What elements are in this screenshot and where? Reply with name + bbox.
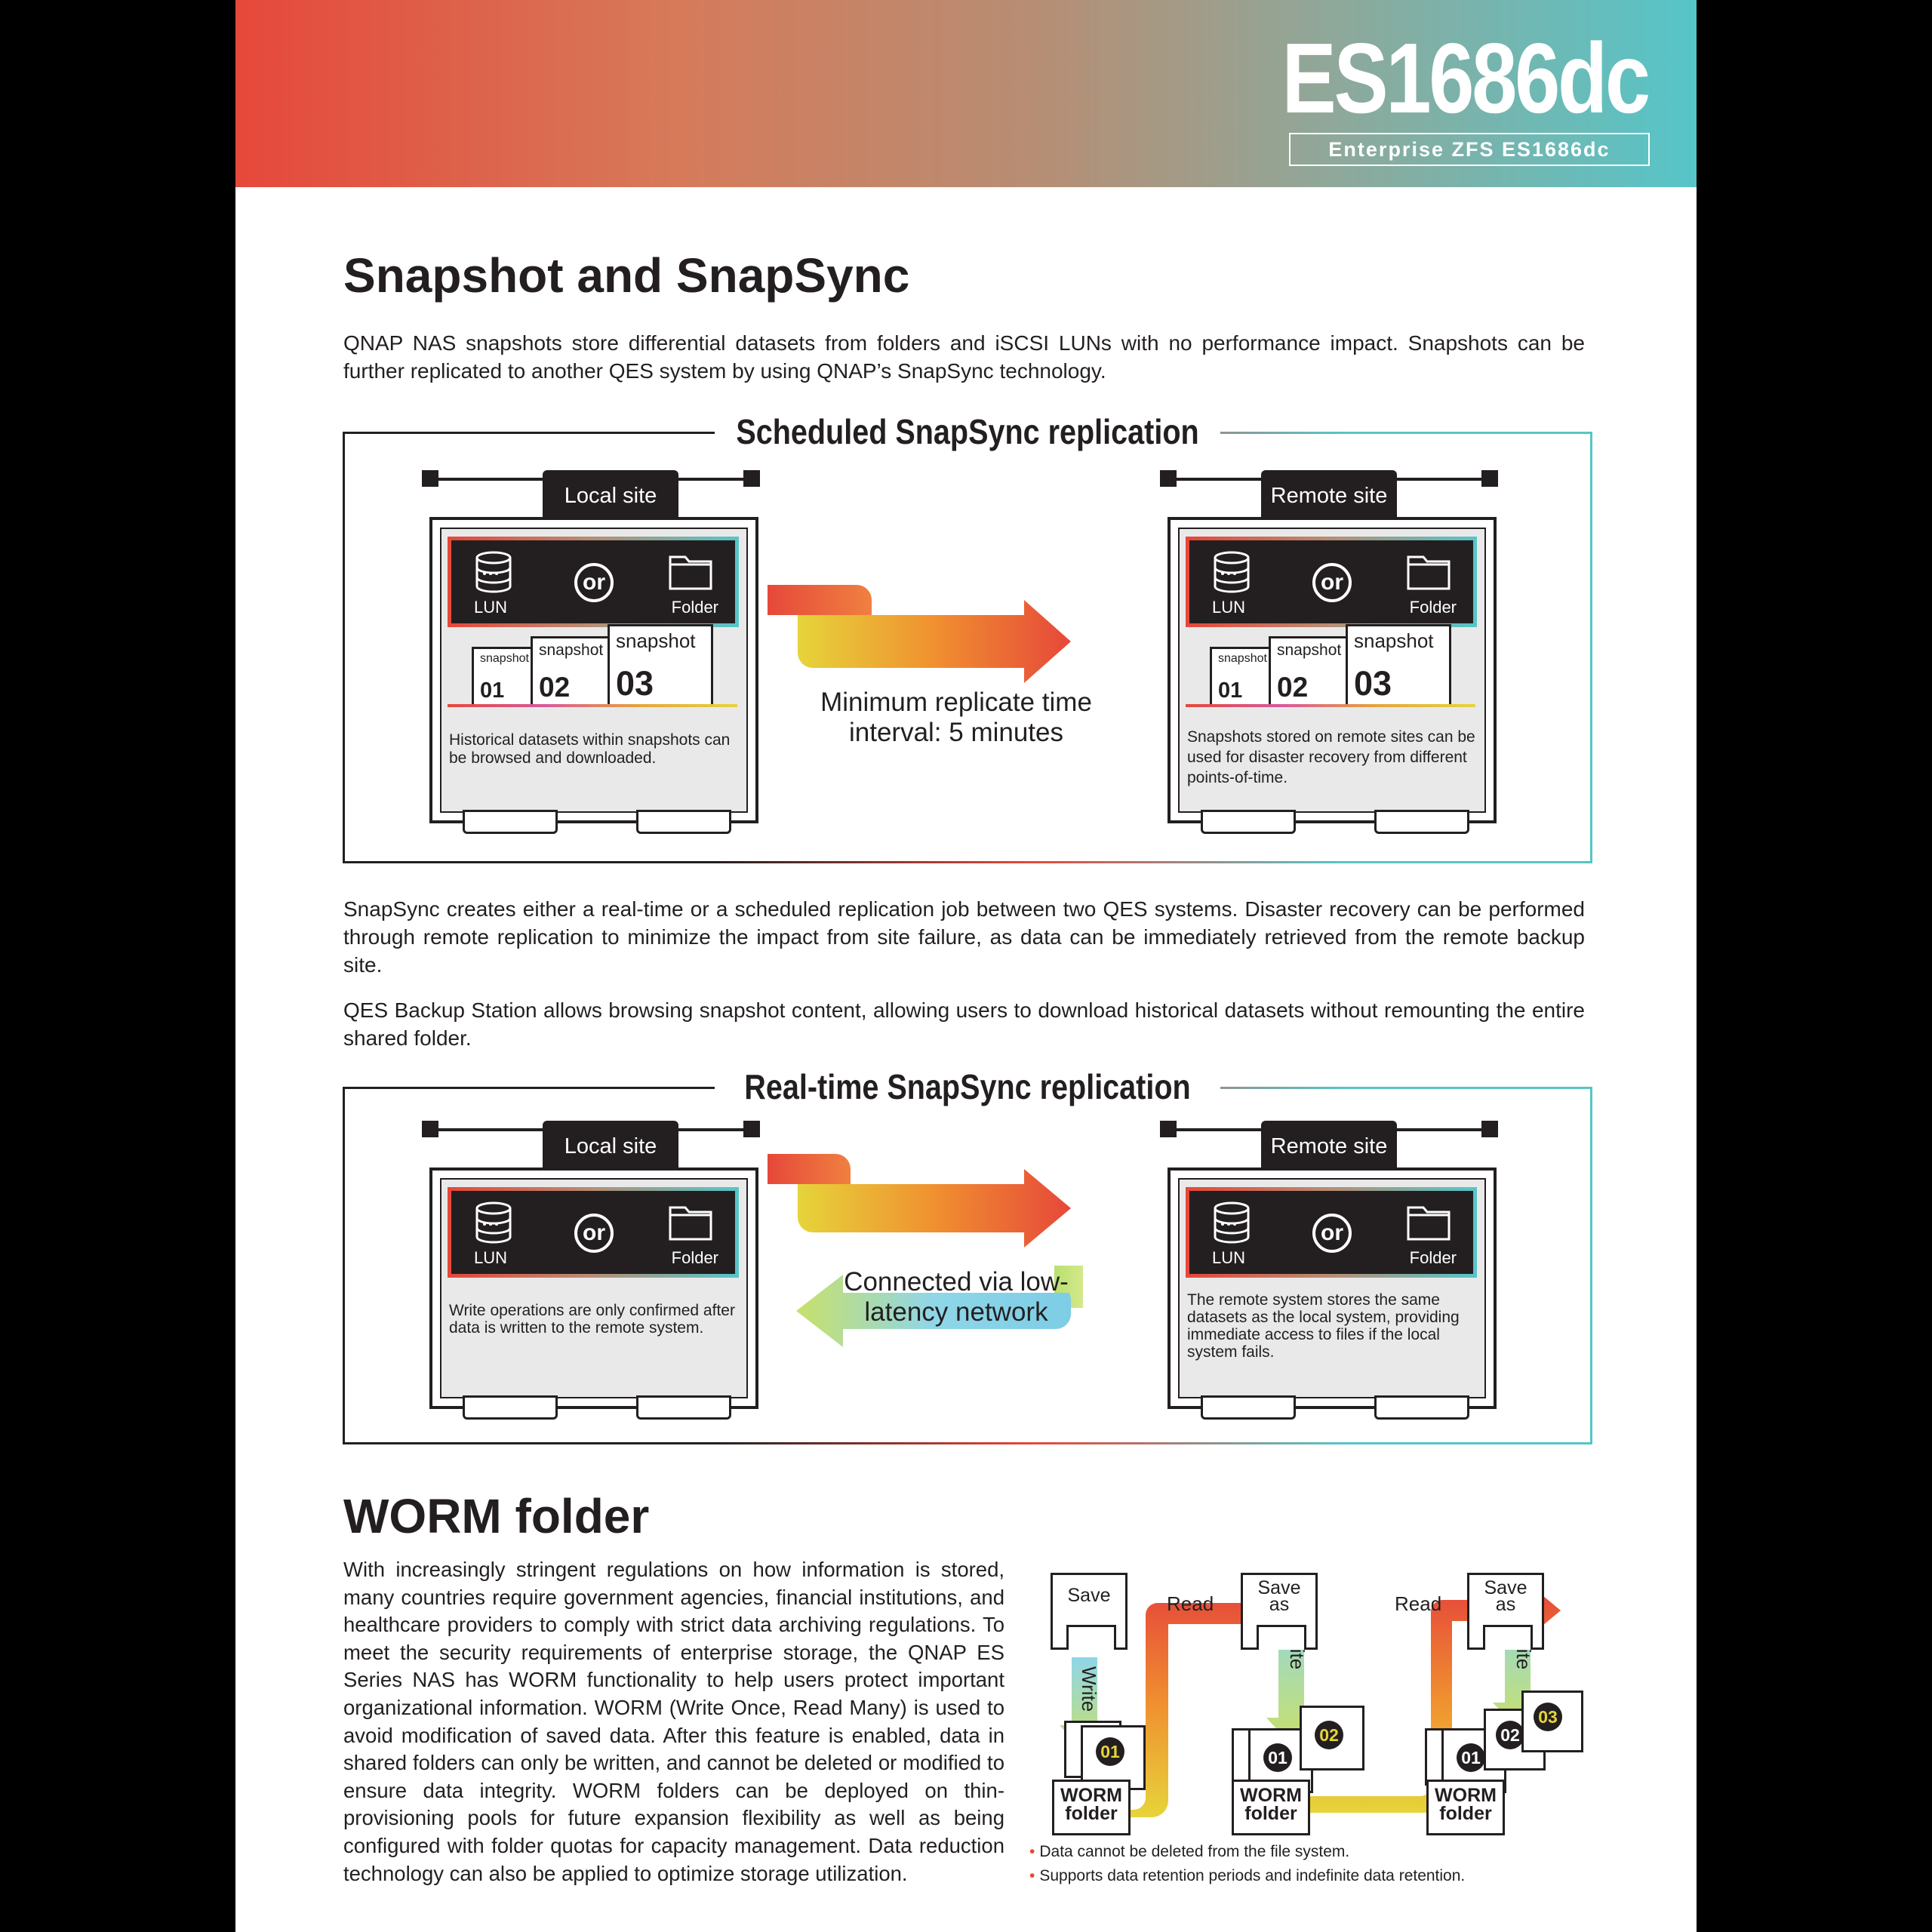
scheduled-local-unit <box>429 470 752 840</box>
folder-label: Folder <box>671 1248 718 1267</box>
worm-folder-label: WORM folder <box>1232 1780 1310 1835</box>
realtime-title: Real-time SnapSync replication <box>744 1067 1191 1106</box>
lun-icon <box>1212 1201 1251 1244</box>
local-site-tab: Local site <box>543 470 678 518</box>
lun-icon <box>474 1201 513 1244</box>
folder-icon <box>1407 1203 1451 1241</box>
folder-icon <box>669 552 712 590</box>
scheduled-interval-text: Minimum replicate time interval: 5 minutes <box>820 688 1092 747</box>
snapshot-01: snapshot 01 <box>472 647 534 707</box>
remote-device <box>1168 517 1497 823</box>
snapshot-02: snapshot 02 <box>1269 636 1349 707</box>
local-site-tab: Local site <box>543 1121 678 1169</box>
worm-heading: WORM folder <box>343 1489 650 1543</box>
local-device <box>429 517 758 823</box>
realtime-local-unit <box>429 1121 752 1438</box>
write-label-1: Write <box>1078 1666 1100 1712</box>
model-subtitle: Enterprise ZFS ES1686dc <box>1289 133 1650 166</box>
snapshot-02: snapshot 02 <box>531 636 611 707</box>
header-banner <box>235 0 1697 187</box>
badge-01: 01 <box>1263 1743 1292 1772</box>
or-badge: or <box>1312 563 1352 602</box>
folder-label: Folder <box>671 598 718 617</box>
or-badge: or <box>574 1214 614 1253</box>
remote-device <box>1168 1168 1497 1409</box>
read-label-1: Read <box>1167 1592 1214 1615</box>
save-disk-icon: Save <box>1051 1573 1128 1650</box>
lun-icon <box>474 551 513 593</box>
lun-label: LUN <box>474 1248 508 1267</box>
replication-arrow <box>768 585 1160 698</box>
badge-02: 02 <box>1496 1721 1524 1749</box>
remote-site-tab: Remote site <box>1261 470 1397 518</box>
realtime-remote-unit <box>1168 1121 1491 1438</box>
worm-bullet-2: • Supports data retention periods and indefinite data retention. <box>1029 1867 1466 1884</box>
local-volume-panel <box>448 1187 739 1278</box>
or-badge: or <box>1312 1214 1352 1253</box>
worm-bullet-1: • Data cannot be deleted from the file system. <box>1029 1843 1350 1860</box>
model-name: ES1686dc <box>1281 23 1648 134</box>
worm-paragraph: With increasingly stringent regulations on how information is stored, many countries require government agencies, financial institutions, and healthcare providers to comply with strict data archiving regulations. To meet the security requirements of enterprise storage, the QNAP ES Series NAS has WORM functionality to help users protect important organizational information. WORM (Write Once, Read Many) is used to avoid modification of saved data. After this feature is enabled, data in shared folders can only be written, and cannot be deleted or modified to ensure data integrity. WORM folders can be deployed on thin-provisioning pools for future expansion flexibility as well as being configured with folder quotas for capacity management. Data reduction technology can also be applied to optimize storage utilization. <box>343 1558 1004 1885</box>
folder-label: Folder <box>1409 1248 1457 1267</box>
realtime-network-text: Connected via low-latency network <box>844 1267 1069 1327</box>
folder-label: Folder <box>1409 598 1457 617</box>
local-description: Write operations are only confirmed after data is written to the remote system. <box>449 1302 735 1337</box>
local-description: Historical datasets within snapshots can be browsed and downloaded. <box>449 731 731 767</box>
replication-arrows <box>768 1154 1160 1365</box>
scheduled-title: Scheduled SnapSync replication <box>736 412 1199 451</box>
badge-03: 03 <box>1534 1703 1562 1731</box>
or-badge: or <box>574 563 614 602</box>
snapshot-03: snapshot 03 <box>608 624 713 707</box>
folder-icon <box>669 1203 712 1241</box>
backup-station-paragraph: QES Backup Station allows browsing snapshot content, allowing users to download historical datasets without remounting the entire shared folder. <box>343 998 1585 1050</box>
save-as-disk-icon: Save as <box>1241 1573 1318 1650</box>
snapshot-03: snapshot 03 <box>1346 624 1451 707</box>
snapshot-heading: Snapshot and SnapSync <box>343 248 910 303</box>
remote-description: The remote system stores the same datasets as the local system, providing immediate access to files if the local system fails. <box>1187 1291 1460 1361</box>
worm-folder-label: WORM folder <box>1426 1780 1505 1835</box>
badge-01: 01 <box>1457 1743 1485 1772</box>
lun-icon <box>1212 551 1251 593</box>
lun-label: LUN <box>1212 598 1246 617</box>
local-device <box>429 1168 758 1409</box>
worm-diagram <box>1028 1570 1692 1887</box>
folder-icon <box>1407 552 1451 590</box>
remote-site-tab: Remote site <box>1261 1121 1397 1169</box>
save-as-disk-icon: Save as <box>1467 1573 1544 1650</box>
snapshot-01: snapshot 01 <box>1210 647 1272 707</box>
snapshot-intro: QNAP NAS snapshots store differential datasets from folders and iSCSI LUNs with no performance impact. Snapshots can be further replicated to another QES system by using QNAP’s SnapSync technology. <box>343 331 1585 383</box>
scheduled-remote-unit <box>1168 470 1491 840</box>
local-volume-panel <box>448 537 739 627</box>
scheduled-diagram <box>343 412 1592 863</box>
datasheet-page <box>235 0 1697 1932</box>
remote-volume-panel <box>1186 537 1477 627</box>
read-label-2: Read <box>1395 1592 1442 1615</box>
lun-label: LUN <box>1212 1248 1246 1267</box>
badge-02: 02 <box>1315 1721 1343 1749</box>
realtime-diagram <box>343 1067 1592 1444</box>
remote-volume-panel <box>1186 1187 1477 1278</box>
worm-folder-label: WORM folder <box>1052 1780 1131 1835</box>
badge-01: 01 <box>1096 1737 1124 1766</box>
lun-label: LUN <box>474 598 508 617</box>
snapsync-paragraph: SnapSync creates either a real-time or a scheduled replication job between two QES systems. Disaster recovery can be performed through remote replication to minimize the impact from site failure, as data can be immediately retrieved from the remote backup site. <box>343 897 1585 977</box>
remote-description: Snapshots stored on remote sites can be used for disaster recovery from different points-of-time. <box>1187 728 1475 786</box>
